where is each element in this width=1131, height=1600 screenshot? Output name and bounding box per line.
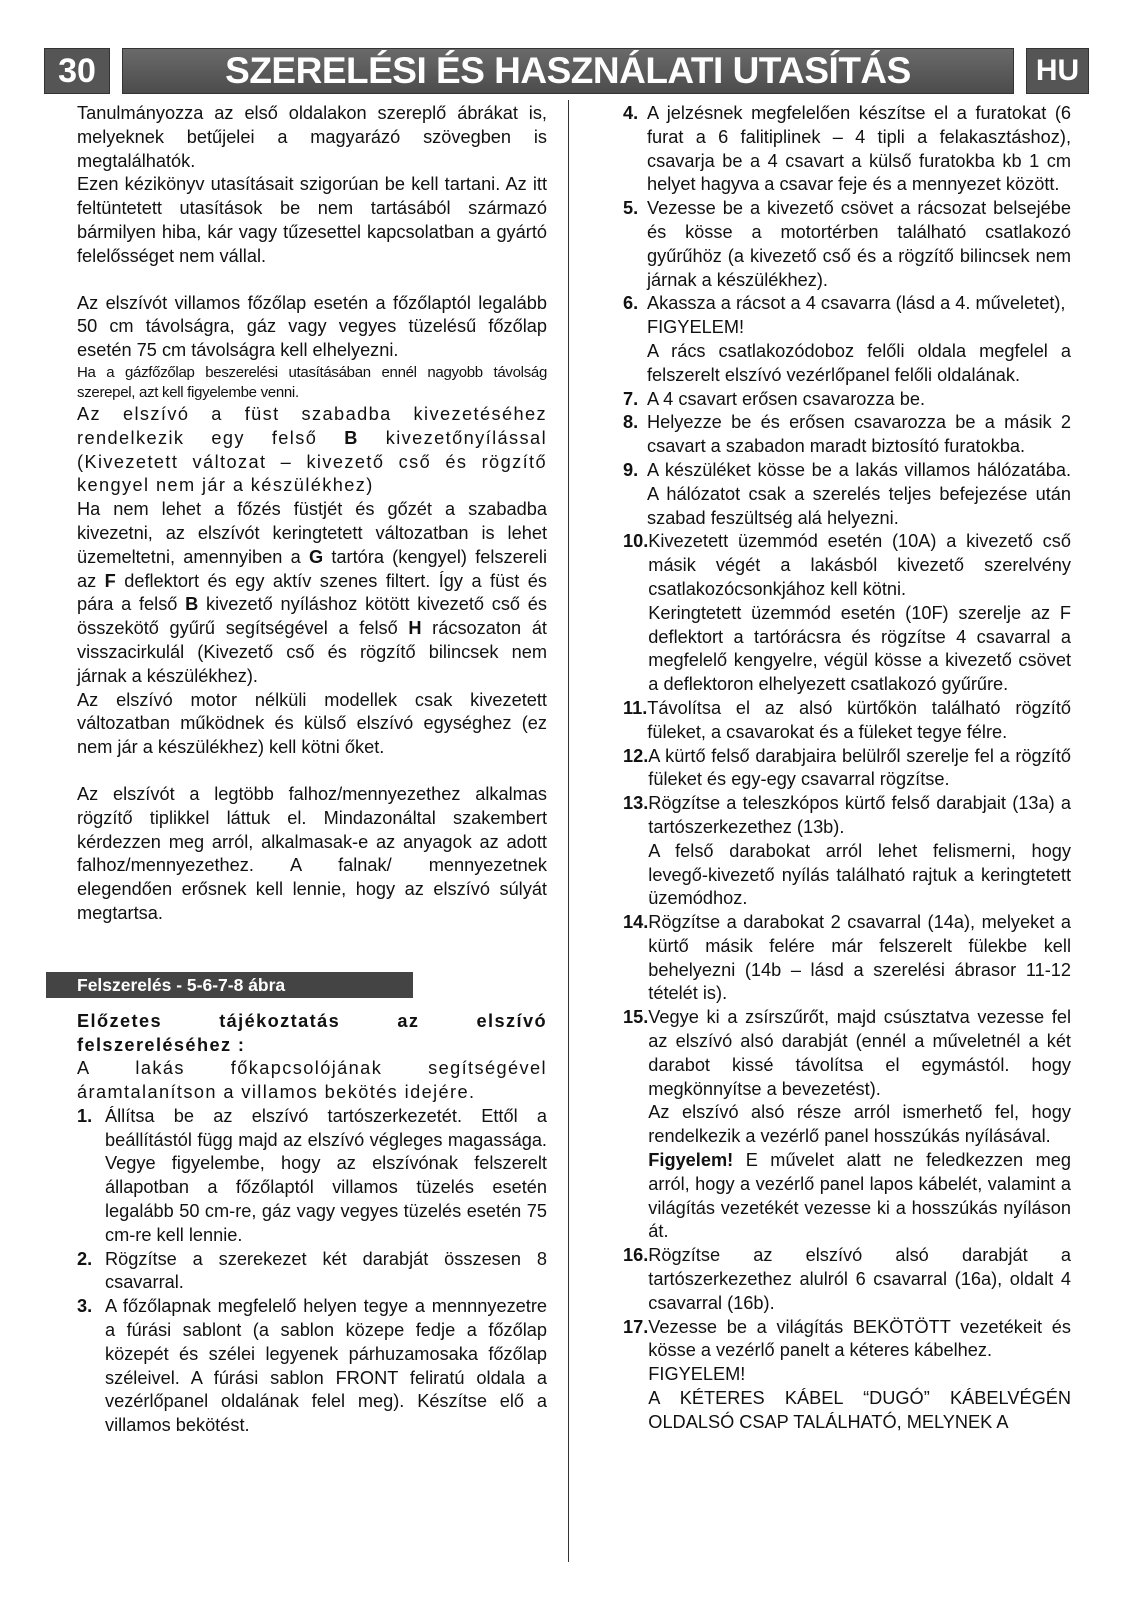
step-number: 1. <box>77 1105 93 1126</box>
step-number: 16. <box>623 1245 649 1266</box>
step-number: 2. <box>77 1248 93 1269</box>
step-text: A kürtő felső darabjaira belülről szerelje fel a rögzítő füleket és egy-egy csavarral rögzítse. <box>648 745 1071 790</box>
list-item <box>623 388 1071 412</box>
list-item <box>623 102 1071 197</box>
step-text: Helyezze be és erősen csavarozza be a másik 2 csavart a szabadon maradt biztosító furatokba. <box>647 412 1071 457</box>
warning-label: FIGYELEM! <box>648 1364 746 1385</box>
step-text: A főzőlapnak megfelelő helyen tegye a mennnyezetre a fúrási sablont (a sablon közepe fedje a főzőlap közepét és szélei legyenek párhuzamosaka főzőlap széleivel. A fúrási sablon FRONT feliratú oldala a vezérlőpanel oldalának felel meg). Készítse elő a villamos bekötést. <box>105 1296 547 1436</box>
distance-paragraph: Az elszívót villamos főzőlap esetén a főzőlaptól legalább 50 cm távolságra, gáz vagy vegyes tüzelésű főzőlap esetén 75 cm távolságra kell elhelyezni. <box>77 292 547 361</box>
outlet-paragraph: Az elszívó a füst szabadba kivezetéséhez rendelkezik egy felső B kivezetőnyílással (Kivezetett változat – kivezető cső és rögzítő kengyel nem jár a készülékhez) <box>77 403 548 496</box>
step-number: 8. <box>623 412 639 433</box>
list-item <box>623 530 1071 697</box>
step-note: A KÉTERES KÁBEL “DUGÓ” KÁBELVÉGÉN OLDALSÓ CSAP TALÁLHATÓ, MELYNEK A <box>648 1388 1071 1432</box>
page-number: 30 <box>44 48 110 94</box>
list-item <box>623 459 1071 530</box>
step-text: Állítsa be az elszívó tartószerkezetét. Ettől a beállítástól függ majd az elszívó végleges magassága. Vegye figyelembe, hogy az elszívónak felszerelt állapotban a főzőlaptól villamos tüzelés esetén legalább 50 cm-re, gáz vagy vegyes tüzelés esetén 75 cm-re kell lennie. <box>105 1105 547 1245</box>
step-text: Rögzítse a szerekezet két darabját összesen 8 csavarral. <box>105 1248 547 1293</box>
left-column <box>77 102 547 1438</box>
intro-paragraph-1: Tanulmányozza az első oldalakon szereplő ábrákat is, melyeknek betűjelei a magyarázó szövegben is megtalálhatók. <box>77 103 547 171</box>
list-item <box>623 697 1071 745</box>
recirculation-paragraph: Ha nem lehet a főzés füstjét és gőzét a szabadba kivezetni, az elszívót keringtetett változatban is lehet üzemeltetni, amennyiben a G tartóra (kengyel) felszereli az F deflektort és egy aktív szenes filtert. Így a füst és pára a felső B kivezető nyíláshoz kötött kivezető cső és összekötő gyűrű segítségével a felső H rácsozaton át visszacirkulál (Kivezető cső és rögzítő bilincsek nem járnak a készülékhez). <box>77 499 547 686</box>
step-number: 17. <box>623 1316 649 1337</box>
step-note: Keringtetett üzemmód esetén (10F) szerelje az F deflektort a tartórácsra és rögzítse 4 csavarral a megfelelő kengyelre, végül kösse a kivezető csövet a deflektoron elhelyezett csatlakozó gyűrűre. <box>648 602 1071 695</box>
step-text: Kivezetett üzemmód esetén (10A) a kivezető cső másik végét a lakásból kivezető szerelvény csatlakozócsonkjához kell kötni. <box>648 531 1071 599</box>
right-column <box>623 102 1071 1435</box>
step-text: Vezesse be a világítás BEKÖTÖTT vezetékeit és kösse a vezérlő panelt a kéteres kábelhez. <box>648 1316 1071 1361</box>
list-item <box>623 1316 1071 1435</box>
list-item <box>77 1105 547 1248</box>
warning-label: FIGYELEM! <box>647 317 745 338</box>
step-text: Rögzítse a darabokat 2 csavarral (14a), melyeket a kürtő másik felére már felszerelt fülekbe kell behelyezni (14b – lásd a szerelési ábrasor 11-12 tételét is). <box>648 912 1071 1004</box>
page-title: SZERELÉSI ÉS HASZNÁLATI UTASÍTÁS <box>122 48 1014 94</box>
page-header <box>44 48 1089 94</box>
step-note: A felső darabokat arról lehet felismerni, hogy levegő-kivezető nyílás található rajtuk a keringtetett üzemódhoz. <box>648 840 1071 909</box>
step-number: 13. <box>623 793 649 814</box>
list-item <box>77 1248 547 1296</box>
intro-paragraph-2: Ezen kézikönyv utasításait szigorúan be kell tartani. Az itt feltüntetett utasítások be nem tartásából származó bármilyen hiba, kár vagy tűzesettel kapcsolatban a gyártó felelősséget nem vállal. <box>77 174 547 266</box>
step-text: A jelzésnek megfelelően készítse el a furatokat (6 furat a 6 falitiplinek – 4 tipli a felakasztáshoz), csavarja be a 4 csavart a külső furatokba kb 1 cm helyet hagyva a csavar feje és a mennyezet között. <box>647 103 1071 195</box>
step-text: Távolítsa el az alsó kürtőkön található rögzítő füleket, a csavarokat és a füleket tegye félre. <box>647 697 1071 742</box>
step-number: 11. <box>623 697 648 718</box>
step-note: A rács csatlakozódoboz felőli oldala megfelel a felszerelt elszívó vezérlőpanel felőli oldalának. <box>647 340 1071 385</box>
step-number: 6. <box>623 293 639 314</box>
step-text: Akassza a rácsot a 4 csavarra (lásd a 4. műveletet), <box>647 293 1066 314</box>
step-number: 14. <box>623 912 649 933</box>
list-item <box>623 292 1071 387</box>
warning-note: Figyelem! E művelet alatt ne feledkezzen meg arról, hogy a vezérlő panel lapos kábelét, valamint a világítás vezetékét vezesse ki a hosszúkás nyíláson át. <box>648 1150 1071 1242</box>
no-motor-paragraph: Az elszívó motor nélküli modellek csak kivezetett változatban működnek és külső elszívó egységhez (ez nem jár a készülékhez) kell kötni őket. <box>77 689 547 758</box>
installation-subheading: Előzetes tájékoztatás az elszívó felszereléséhez : <box>77 1010 547 1055</box>
step-number: 15. <box>623 1007 649 1028</box>
step-text: Rögzítse a teleszkópos kürtő felső darabjait (13a) a tartószerkezethez (13b). <box>648 793 1071 837</box>
list-item <box>77 1295 547 1438</box>
step-note: Az elszívó alsó része arról ismerhető fel, hogy rendelkezik a vezérlő panel hosszúkás nyílásával. <box>648 1102 1071 1147</box>
list-item <box>623 1244 1071 1315</box>
list-item <box>623 745 1071 793</box>
list-item <box>623 792 1071 911</box>
step-text: A 4 csavart erősen csavarozza be. <box>647 388 926 409</box>
power-off-paragraph: A lakás főkapcsolójának segítségével áramtalanítson a villamos bekötés idejére. <box>77 1058 547 1103</box>
list-item <box>623 1006 1071 1244</box>
step-number: 12. <box>623 745 649 766</box>
list-item <box>623 197 1071 292</box>
step-text: Vegye ki a zsírszűrőt, majd csúsztatva vezesse fel az elszívó alsó darabját (ennél a műveletnél a két darabot kissé távolítsa el egymástól. hogy megkönnyítse a bevezetést). <box>648 1007 1071 1099</box>
step-number: 7. <box>623 388 639 409</box>
step-number: 4. <box>623 103 639 123</box>
step-number: 10. <box>623 531 649 552</box>
left-steps-list <box>77 1105 547 1438</box>
list-item <box>623 411 1071 459</box>
section-title-bar: Felszerelés - 5-6-7-8 ábra <box>46 972 413 998</box>
step-number: 5. <box>623 198 639 219</box>
column-divider <box>568 100 569 1562</box>
step-number: 3. <box>77 1296 93 1317</box>
step-text: Rögzítse az elszívó alsó darabját a tartószerkezethez alulról 6 csavarral (16a), oldalt 4 csavarral (16b). <box>648 1245 1071 1313</box>
distance-note: Ha a gázfőzőlap beszerelési utasításában ennél nagyobb távolság szerepel, azt kell figyelembe venni. <box>77 363 547 401</box>
step-number: 9. <box>623 459 639 480</box>
list-item <box>623 911 1071 1006</box>
mounting-paragraph: Az elszívót a legtöbb falhoz/mennyezethez alkalmas rögzítő tiplikkel láttuk el. Mindazonáltal szakembert kérdezzen meg arról, alkalmasak-e az anyagok az adott falhoz/mennyezethez. A falnak/ mennyezetnek elegendően erősnek kell lennie, hogy az elszívó súlyát megtartsa. <box>77 783 547 923</box>
step-text: Vezesse be a kivezető csövet a rácsozat belsejébe és kösse a motortérben található csatlakozó gyűrűhöz (a kivezető cső és a rögzítő bilincsek nem járnak a készülékhez). <box>647 198 1071 290</box>
language-badge: HU <box>1026 48 1089 94</box>
step-text: A készüléket kösse be a lakás villamos hálózatába. A hálózatot csak a szerelés teljes befejezése után szabad feszültség alá helyezni. <box>647 459 1071 528</box>
